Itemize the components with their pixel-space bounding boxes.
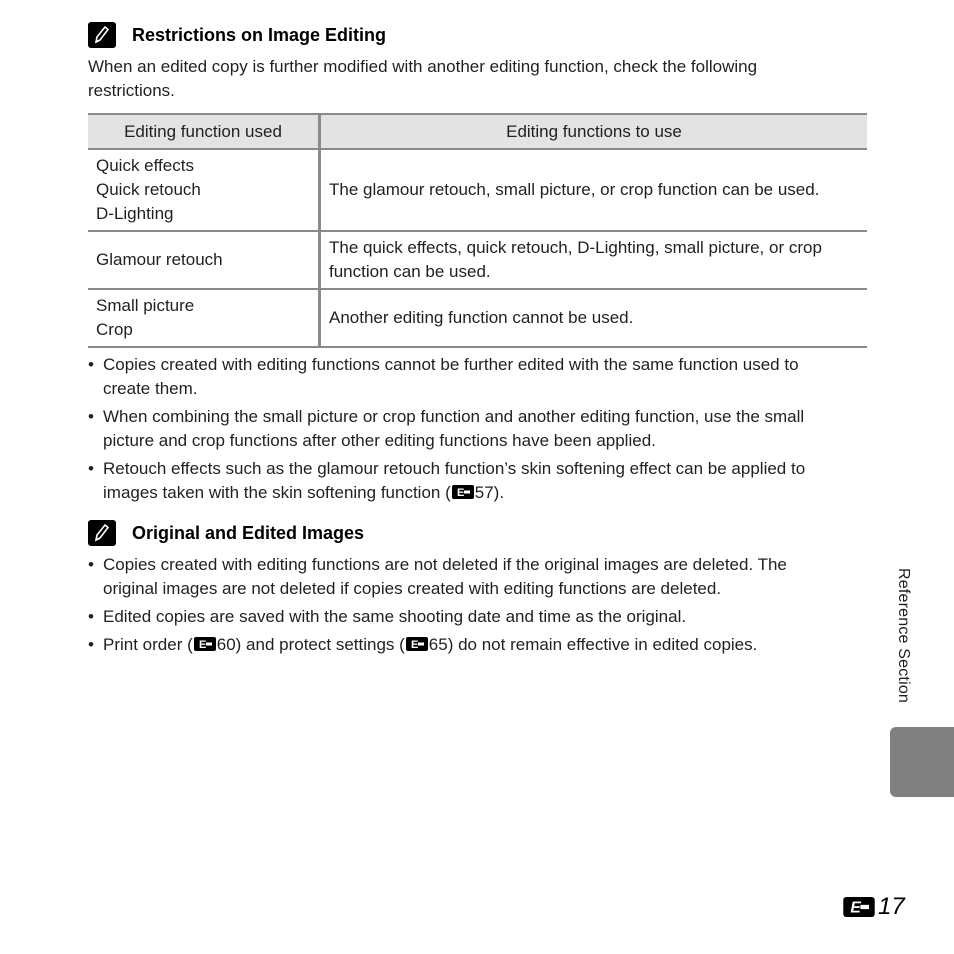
- svg-text:E: E: [198, 639, 207, 651]
- list-item: • Retouch effects such as the glamour retouch function’s skin softening effect can be applied to images taken with the skin softening function ( E 57).: [88, 457, 858, 505]
- note-title: Original and Edited Images: [132, 522, 365, 543]
- intro-paragraph: When an edited copy is further modified with another editing function, check the following restrictions.: [88, 57, 758, 100]
- table-row: [88, 231, 867, 289]
- reference-section-icon: [194, 637, 216, 651]
- list-item: • Copies created with editing functions cannot be further edited with the same function used to create them.: [88, 353, 858, 401]
- reference-section-icon: [452, 485, 474, 499]
- svg-text:E: E: [456, 487, 465, 499]
- list-item: • Print order ( E 60) and protect settings ( E 65) do not remain effective in edited copies.: [88, 633, 858, 657]
- page-number: [842, 893, 905, 921]
- page-number-value: 17: [878, 893, 905, 920]
- reference-section-icon: [843, 897, 875, 917]
- restrictions-table: [88, 113, 867, 348]
- original-edited-bullet-list: [88, 553, 858, 661]
- table-row: [88, 149, 867, 231]
- pencil-note-icon: [88, 22, 116, 48]
- cell-function-used: Glamour retouch: [88, 231, 320, 289]
- reference-section-icon: [406, 637, 428, 651]
- svg-text:E: E: [850, 899, 861, 917]
- svg-text:E: E: [410, 639, 419, 651]
- table-row: [88, 289, 867, 347]
- note-title: Restrictions on Image Editing: [132, 24, 387, 45]
- reference-section-label: Reference Section: [895, 568, 912, 704]
- cell-functions-to-use: Another editing function cannot be used.: [320, 289, 868, 347]
- cell-functions-to-use: The quick effects, quick retouch, D-Lighting, small picture, or crop function can be used.: [320, 231, 868, 289]
- pencil-note-icon: [88, 520, 116, 546]
- column-header-to-use: Editing functions to use: [320, 114, 868, 149]
- note-heading-restrictions: [88, 22, 386, 48]
- list-item: • When combining the small picture or crop function and another editing function, use the small picture and crop functions after other editing functions have been applied.: [88, 405, 858, 453]
- cell-function-used: Quick effects Quick retouch D-Lighting: [88, 149, 320, 231]
- cell-functions-to-use: The glamour retouch, small picture, or crop function can be used.: [320, 149, 868, 231]
- restrictions-bullet-list: [88, 353, 858, 509]
- list-item: • Edited copies are saved with the same shooting date and time as the original.: [88, 605, 858, 629]
- list-item: • Copies created with editing functions are not deleted if the original images are deleted. The original images are not deleted if copies created with editing functions are deleted.: [88, 553, 858, 601]
- cell-function-used: Small picture Crop: [88, 289, 320, 347]
- table-header-row: [88, 114, 867, 149]
- section-tab: [890, 727, 954, 797]
- column-header-used: Editing function used: [88, 114, 320, 149]
- note-heading-original-edited: [88, 520, 364, 546]
